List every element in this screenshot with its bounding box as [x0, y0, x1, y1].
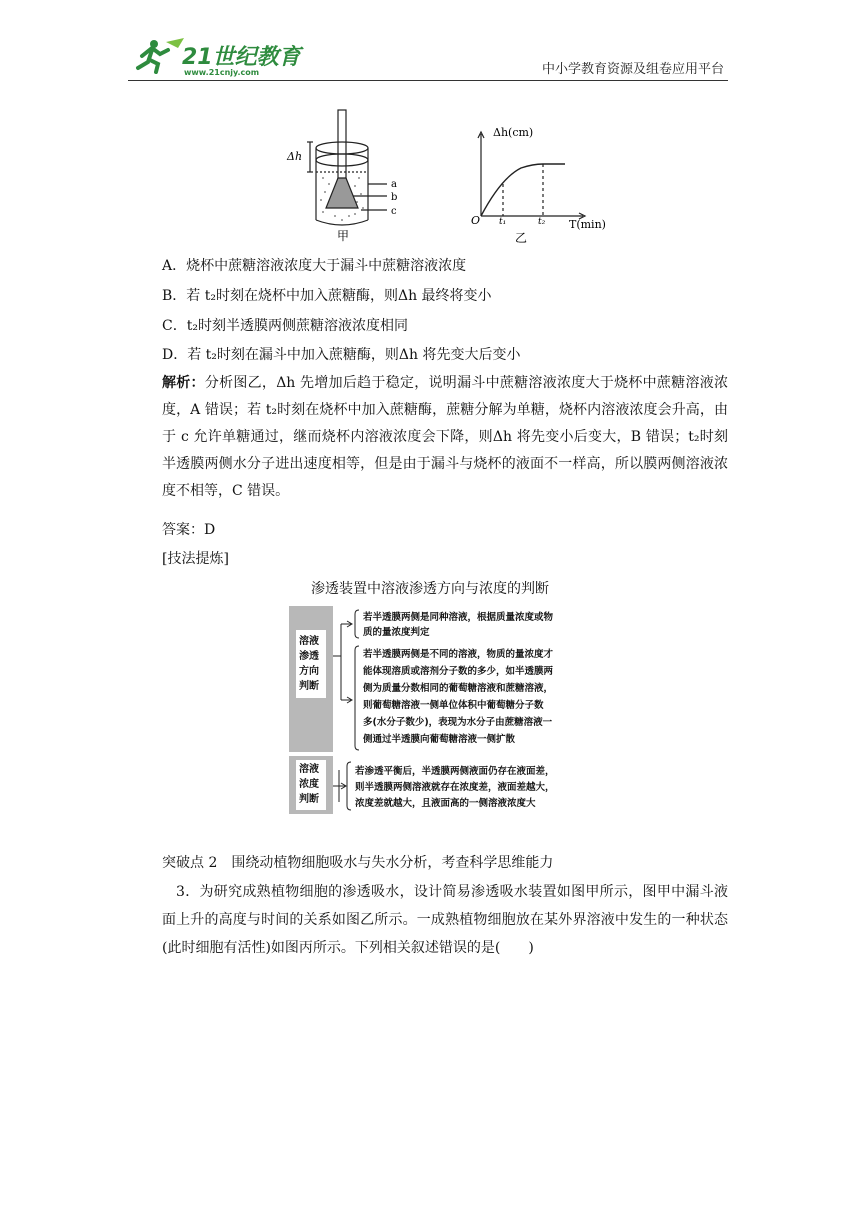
question-3: 3．为研究成熟植物细胞的渗透吸水，设计简易渗透吸水装置如图甲所示，图甲中漏斗液面上升的高度与时间的关系如图乙所示。一成熟植物细胞放在某外界溶液中发生的一种状态(此时细胞有活性)如图丙所示。下列相关叙述错误的是( ): [162, 884, 728, 956]
answer-value: D: [204, 522, 216, 538]
delta-h-label: Δh: [287, 150, 303, 163]
diagram-title: 渗透装置中溶液渗透方向与浓度的判断: [311, 581, 549, 597]
logo-icon: [128, 34, 328, 78]
box1-line2: 渗透: [299, 651, 319, 662]
box1-line1: 溶液: [299, 636, 319, 647]
text3-line2: 则半透膜两侧溶液就存在浓度差，液面差越大，: [355, 782, 555, 793]
label-a: a: [391, 179, 397, 190]
text2-line2: 能体现溶质或溶剂分子数的多少，如半透膜两: [363, 666, 554, 677]
text1-line2: 质的量浓度判定: [363, 627, 430, 638]
answer-line: [162, 520, 215, 540]
page-header: [128, 34, 728, 81]
text2-line1: 若半透膜两侧是不同的溶液，物质的量浓度才: [363, 649, 554, 660]
figure-jia: [307, 110, 387, 225]
box1-line4: 判断: [299, 681, 319, 692]
text1-line1: 若半透膜两侧是同种溶液，根据质量浓度或物: [363, 612, 554, 623]
logo-url: www.21cnjy.com: [184, 68, 260, 77]
option-a: A．烧杯中蔗糖溶液浓度大于漏斗中蔗糖溶液浓度: [162, 258, 467, 274]
osmosis-figure: [283, 108, 613, 248]
analysis-text: 分析图乙，Δh 先增加后趋于稳定，说明漏斗中蔗糖溶液浓度大于烧杯中蔗糖溶液浓度，A 错误；若 t₂时刻在烧杯中加入蔗糖酶，蔗糖分解为单糖，烧杯内溶液浓度会升高，由于 c 允许单糖通过，继而烧杯内溶液浓度会下降，则Δh 将先变小后变大，B 错误；t₂时刻半透膜两侧水分子进出速度相等，但是由于漏斗与烧杯的液面不一样高，所以膜两侧溶液浓度不相等，C 错误。: [162, 375, 729, 499]
text2-line4: 则葡萄糖溶液一侧单位体积中葡萄糖分子数: [363, 700, 544, 711]
text2-line5: 多(水分子数少)，表现为水分子由蔗糖溶液一: [363, 717, 553, 728]
text2-line3: 侧为质量分数相同的葡萄糖溶液和蔗糖溶液，: [363, 683, 554, 694]
concept-diagram: [289, 606, 601, 816]
platform-name: 中小学教育资源及组卷应用平台: [541, 62, 724, 77]
analysis-paragraph: [162, 370, 728, 505]
box1-line3: 方向: [299, 666, 319, 677]
analysis-label: 解析：: [162, 375, 205, 391]
label-c: c: [391, 206, 397, 217]
t1-label: t₁: [499, 217, 507, 227]
box2-line1: 溶液: [299, 764, 319, 775]
section-heading: 突破点 2 围绕动植物细胞吸水与失水分析，考查科学思维能力: [162, 855, 554, 871]
logo-text: 21世纪教育: [182, 45, 301, 70]
option-b: B．若 t₂时刻在烧杯中加入蔗糖酶，则Δh 最终将变小: [162, 288, 492, 304]
skill-label: [技法提炼]: [162, 551, 229, 567]
box2-line3: 判断: [299, 794, 319, 805]
origin-label: O: [471, 214, 481, 227]
option-d: D．若 t₂时刻在漏斗中加入蔗糖酶，则Δh 将先变大后变小: [162, 347, 521, 363]
label-yi: 乙: [515, 231, 528, 245]
yaxis-label: Δh(cm): [493, 126, 534, 139]
xaxis-label: T(min): [569, 218, 606, 231]
option-c: C．t₂时刻半透膜两侧蔗糖溶液浓度相同: [162, 318, 408, 334]
figure-yi: [478, 132, 585, 219]
text3-line3: 浓度差就越大，且液面高的一侧溶液浓度大: [355, 798, 536, 809]
answer-label: 答案：: [162, 522, 204, 538]
t2-label: t₂: [538, 217, 546, 227]
label-jia: 甲: [337, 229, 350, 243]
text2-line6: 侧通过半透膜向葡萄糖溶液一侧扩散: [363, 734, 516, 745]
box2-line2: 浓度: [299, 779, 319, 790]
label-b: b: [391, 192, 398, 203]
text3-line1: 若渗透平衡后，半透膜两侧液面仍存在液面差，: [355, 766, 555, 777]
